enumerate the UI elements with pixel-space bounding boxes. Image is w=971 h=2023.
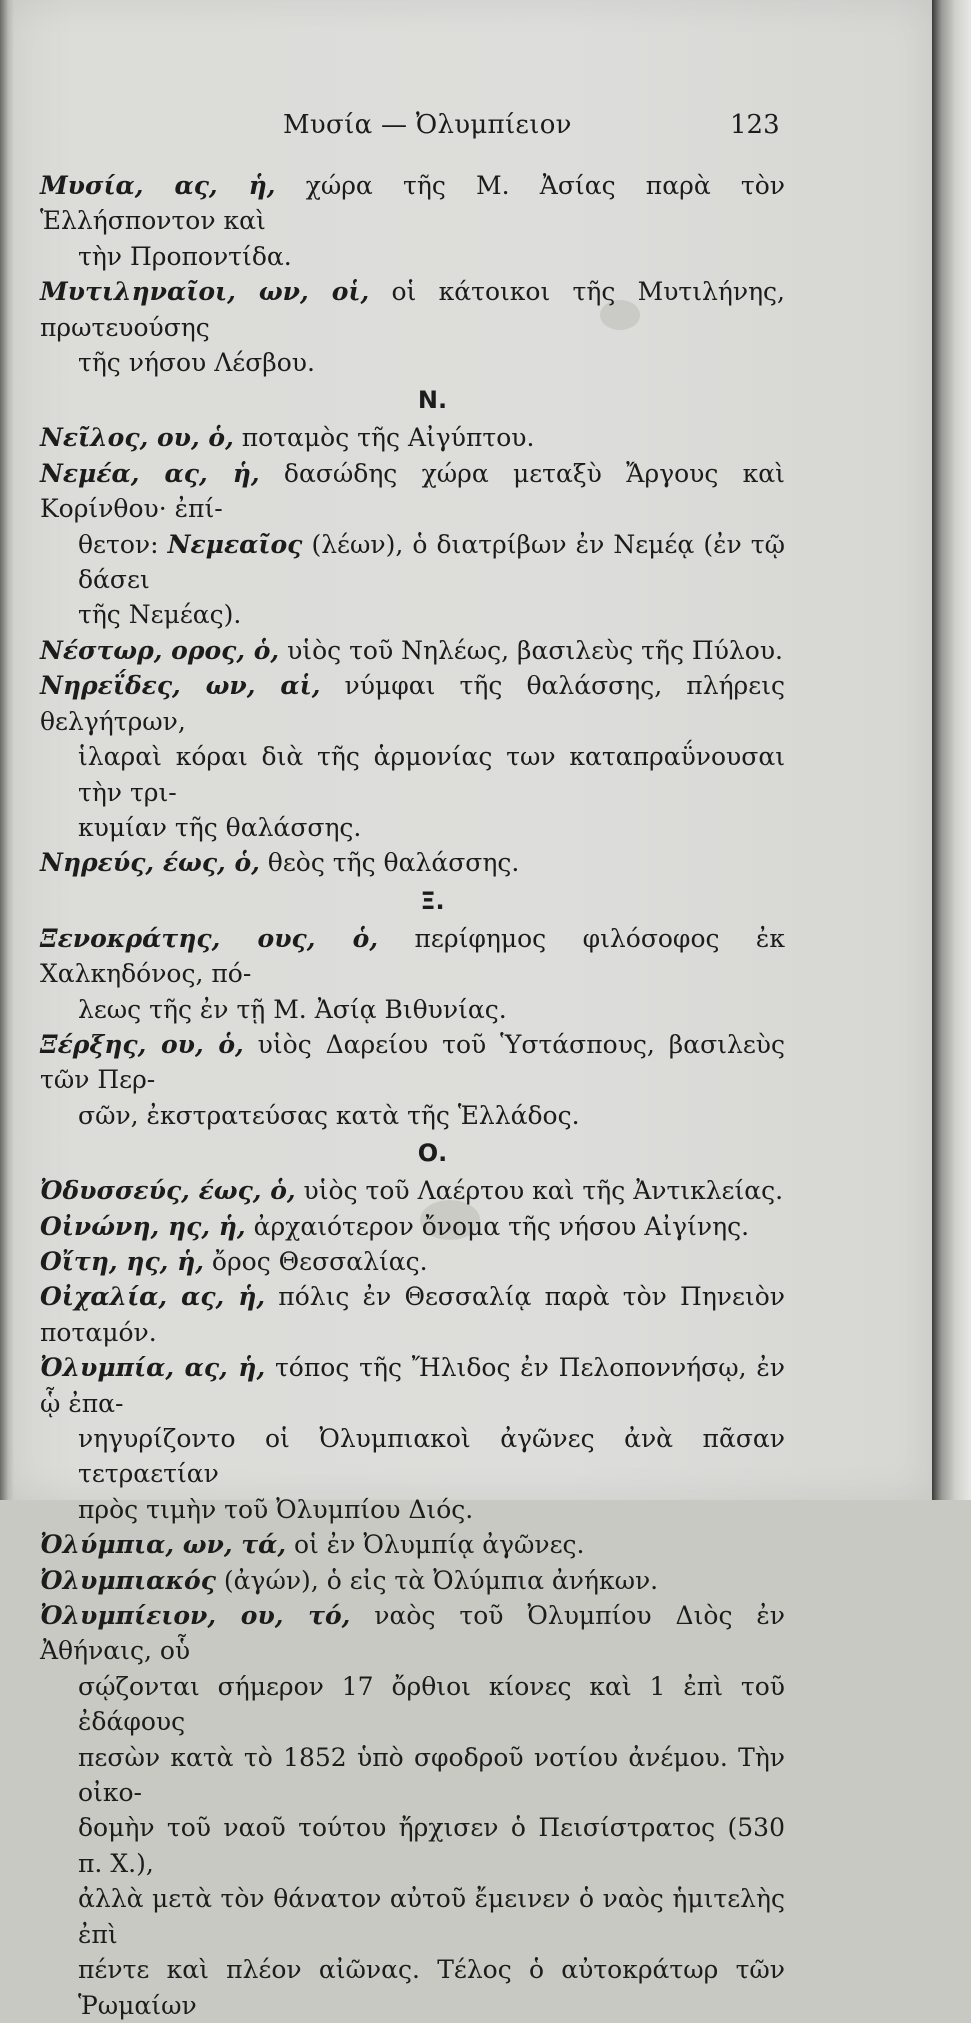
dictionary-entry — [40, 420, 785, 455]
section-letter: Ο. — [417, 1139, 448, 1168]
entry-continuation: πρὸς τιμὴν τοῦ Ὀλυμπίου Διός. — [78, 1494, 474, 1524]
running-title: Μυσία — Ὀλυμπίειον — [283, 110, 572, 140]
page-right-edge — [932, 0, 971, 1500]
entry-headword: Ξέρξης, ου, ὁ, — [40, 1029, 244, 1059]
entry-definition: χώρα τῆς Μ. Ἀσίας παρὰ τὸν Ἑλλήσποντον καὶ — [40, 171, 785, 236]
dictionary-entry — [40, 168, 785, 274]
entry-definition: θεὸς τῆς θαλάσσης. — [259, 848, 520, 878]
dictionary-entry — [40, 1279, 785, 1350]
entry-headword: Νηρεύς, έως, ὁ, — [40, 848, 260, 878]
section-letter: Ξ. — [420, 886, 445, 915]
entry-headword: Ὀλυμπίειον, ου, τό, — [40, 1601, 351, 1631]
entry-continuation: δομὴν τοῦ ναοῦ τούτου ἤρχισεν ὁ Πεισίστρατος (530 π. Χ.), — [78, 1813, 785, 1878]
entry-continuation: τὴν Προποντίδα. — [78, 241, 292, 271]
entry-continuation: πέντε καὶ πλέον αἰῶνας. Τέλος ὁ αὐτοκράτωρ τῶν Ῥωμαίων — [78, 1955, 785, 2020]
entry-continuation: κυμίαν τῆς θαλάσσης. — [78, 812, 362, 842]
entry-headword: Μυσία, ας, ἡ, — [40, 171, 276, 200]
entry-continuation: θετον: Νεμεαῖος (λέων), ὁ διατρίβων ἐν Νεμέᾳ (ἐν τῷ δάσει — [78, 529, 785, 595]
entry-definition: ποταμὸς τῆς Αἰγύπτου. — [233, 423, 535, 453]
entry-definition: περίφημος φιλόσοφος ἐκ Χαλκηδόνος, πό- — [40, 923, 785, 989]
entry-continuation: πεσὼν κατὰ τὸ 1852 ὑπὸ σφοδροῦ νοτίου ἀνέμου. Τὴν οἰκο- — [78, 1742, 785, 1808]
dictionary-entry — [40, 456, 785, 633]
dictionary-entry — [40, 274, 785, 380]
entry-definition: πόλις ἐν Θεσσαλίᾳ παρὰ τὸν Πηνειὸν ποταμόν. — [40, 1282, 785, 1347]
entry-headword: Νεῖλος, ου, ὁ, — [40, 423, 234, 453]
dictionary-entry — [40, 1527, 785, 1562]
entry-continuation: σῶν, ἐκστρατεύσας κατὰ τῆς Ἑλλάδος. — [78, 1100, 580, 1130]
dictionary-entry — [40, 845, 785, 880]
entry-headword: Οἴτη, ης, ἡ, — [40, 1246, 204, 1276]
entry-headword: Οἰνώνη, ης, ἡ, — [40, 1211, 246, 1241]
entry-definition: νύμφαι τῆς θαλάσσης, πλήρεις θελγήτρων, — [40, 671, 786, 736]
dictionary-entry — [40, 633, 785, 668]
dictionary-entry — [40, 1027, 785, 1133]
entry-definition: ὄρος Θεσσαλίας. — [203, 1246, 428, 1276]
entry-definition: ναὸς τοῦ Ὀλυμπίου Διὸς ἐν Ἀθήναις, οὗ — [40, 1601, 785, 1666]
dictionary-body — [40, 168, 785, 2023]
page-header — [0, 110, 932, 146]
entry-definition: ἀρχαιότερον ὄνομα τῆς νήσου Αἰγίνης. — [245, 1211, 750, 1241]
entry-continuation: σῴζονται σήμερον 17 ὄρθιοι κίονες καὶ 1 ἐπὶ τοῦ ἐδάφους — [78, 1671, 785, 1737]
entry-definition: υἱὸς τοῦ Νηλέως, βασιλεὺς τῆς Πύλου. — [279, 635, 783, 665]
dictionary-entry — [40, 668, 785, 845]
entry-headword: Νέστωρ, ορος, ὁ, — [40, 635, 280, 665]
dictionary-entry — [40, 1244, 785, 1279]
entry-definition: υἱὸς τοῦ Λαέρτου καὶ τῆς Ἀντικλείας. — [295, 1176, 784, 1206]
entry-definition: δασώδης χώρα μεταξὺ Ἄργους καὶ Κορίνθου· ἐπί- — [40, 458, 785, 524]
derived-word: Νεμεαῖος — [167, 529, 303, 559]
entry-headword: Νεμέα, ας, ἡ, — [40, 458, 260, 488]
entry-continuation: τῆς Νεμέας). — [78, 600, 242, 630]
entry-headword: Ὀλύμπια, ων, τά, — [40, 1530, 287, 1560]
entry-definition: οἱ ἐν Ὀλυμπίᾳ ἀγῶνες. — [286, 1530, 585, 1560]
entry-continuation: ἀλλὰ μετὰ τὸν θάνατον αὐτοῦ ἔμεινεν ὁ ναὸς ἡμιτελὴς ἐπὶ — [78, 1884, 785, 1949]
entry-headword: Ὀλυμπία, ας, ἡ, — [40, 1353, 266, 1383]
entry-headword: Ὀλυμπιακός — [40, 1565, 216, 1595]
entry-continuation: ἱλαραὶ κόραι διὰ τῆς ἁρμονίας των καταπραΰνουσαι τὴν τρι- — [78, 742, 785, 807]
entry-headword: Ξενοκράτης, ους, ὁ, — [40, 923, 379, 953]
dictionary-entry — [40, 1173, 785, 1208]
dictionary-entry — [40, 1350, 785, 1527]
entry-definition: τόπος τῆς Ἤλιδος ἐν Πελοποννήσῳ, ἐν ᾧ ἐπα- — [40, 1353, 785, 1418]
page-number: 123 — [730, 110, 780, 140]
dictionary-entry — [40, 1209, 785, 1244]
entry-headword: Νηρεΐδες, ων, αἱ, — [40, 671, 321, 701]
dictionary-entry — [40, 921, 785, 1027]
entry-definition: οἱ κάτοικοι τῆς Μυτιλήνης, πρωτευούσης — [40, 277, 786, 342]
entry-headword: Οἰχαλία, ας, ἡ, — [40, 1282, 266, 1312]
entry-definition: υἱὸς Δαρείου τοῦ Ὑστάσπους, βασιλεὺς τῶν Περ- — [40, 1029, 785, 1095]
entry-definition: (ἀγών), ὁ εἰς τὰ Ὀλύμπια ἀνήκων. — [215, 1565, 659, 1595]
dictionary-entry — [40, 1563, 785, 1598]
entry-headword: Ὀδυσσεύς, έως, ὁ, — [40, 1176, 296, 1206]
entry-continuation: τῆς νήσου Λέσβου. — [78, 348, 315, 378]
entry-headword: Μυτιληναῖοι, ων, οἱ, — [40, 277, 370, 307]
dictionary-entry — [40, 1598, 785, 2023]
page-left-edge — [0, 0, 14, 1500]
section-letter: Ν. — [417, 386, 448, 415]
entry-continuation: νηγυρίζοντο οἱ Ὀλυμπιακοὶ ἀγῶνες ἀνὰ πᾶσαν τετραετίαν — [78, 1424, 785, 1489]
entry-continuation: λεως τῆς ἐν τῇ Μ. Ἀσίᾳ Βιθυνίας. — [78, 994, 507, 1024]
